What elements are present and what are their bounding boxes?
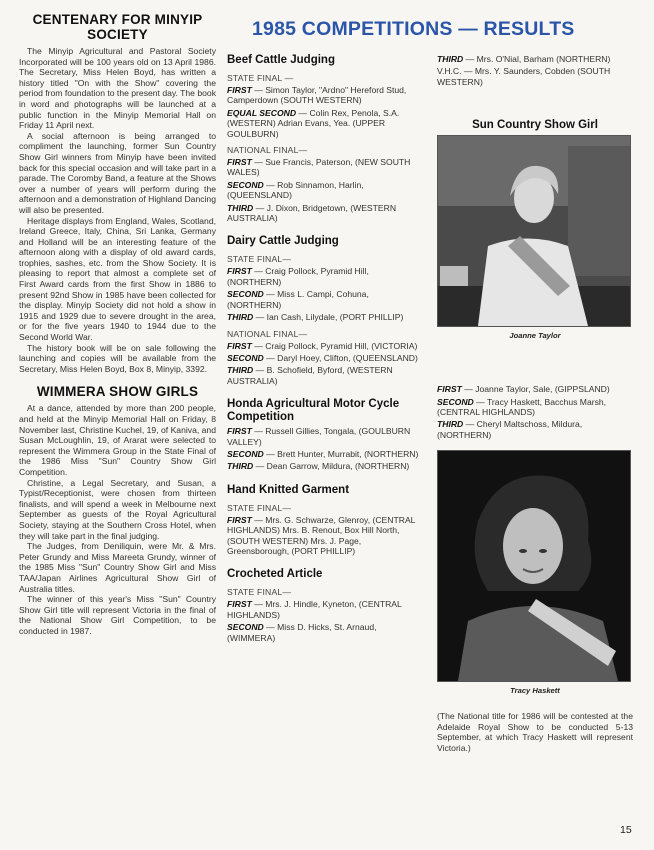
placing-label: SECOND: [227, 352, 264, 363]
result-entry: [227, 157, 422, 178]
photo-tracy-haskett: [437, 450, 631, 682]
section-title: Hand Knitted Garment: [227, 483, 350, 496]
result-text: — B. Schofield, Byford, (WESTERN AUSTRALIA): [227, 365, 393, 386]
result-entry: [227, 622, 422, 643]
result-entry: [227, 461, 422, 471]
photo-caption: Joanne Taylor: [509, 331, 561, 341]
result-entry: [437, 66, 633, 87]
result-entry: [437, 54, 633, 64]
result-entry: [437, 397, 633, 418]
photo-joanne-taylor: [437, 135, 631, 327]
section-knitted-garment: [227, 484, 422, 557]
result-entry: [227, 426, 422, 447]
result-entry: [227, 266, 422, 287]
result-entry: [227, 180, 422, 201]
result-text: — Dean Garrow, Mildura, (NORTHERN): [253, 461, 410, 472]
section-title: Honda Agricultural Motor Cycle Competition: [227, 398, 400, 424]
stage-label: NATIONAL FINAL—: [227, 145, 308, 156]
result-text: — Rob Sinnamon, Harlin, (QUEENSLAND): [227, 179, 364, 201]
section-motor-cycle: [227, 398, 422, 472]
result-text: V.H.C. — Mrs. Y. Saunders, Cobden (SOUTH WESTERN): [437, 66, 611, 87]
result-entry: [227, 515, 422, 557]
placing-label: THIRD: [227, 202, 254, 213]
paragraph: The history book will be on sale following the launching and copies will be available from the Secretary, Miss Helen Boyd, Box 8, Minyip, 3392.: [19, 342, 216, 374]
middle-column: [227, 54, 422, 655]
placing-label: SECOND: [227, 179, 264, 190]
placing-label: FIRST: [437, 384, 462, 395]
result-text: — Ian Cash, Lilydale, (PORT PHILLIP): [253, 312, 404, 323]
result-entry: [227, 203, 422, 224]
result-entry: [227, 341, 422, 351]
photo-caption: Tracy Haskett: [510, 686, 560, 696]
placing-label: SECOND: [227, 622, 264, 633]
result-entry: [227, 353, 422, 363]
paragraph: Heritage displays from England, Wales, Scotland, Ireland Greece, Italy, China, Sri Lanka, Germany and Holland will be an interesting feature of the afternoon along with a display of old award cards, trophies, sashes, etc. from the Show Society. It is pleasing to report that almost a complete set of First Award cards from the first Show in 1886 to present 92nd Show in 1985 have been collected for the display. Minyip Society did not hold a show in 1915 and 1929 due to severe drought in the area, or for the five years 1940 to 1944 due to the Second World War.: [19, 215, 216, 343]
paragraph: At a dance, attended by more than 200 people, and held at the Minyip Memorial Hall on Friday, 8 November last, Christine Kuchel, 19, of Kaniva, and Susan McLoughlin, 19, of Ararat were selected to represent the Wimmera Group in the State Final of the 1986 Miss "Sun" Country Show Girl Competition.: [19, 403, 216, 477]
left-column: [19, 12, 216, 636]
result-entry: [227, 449, 422, 459]
result-text: — Mrs. G. Schwarze, Glenroy, (CENTRAL HIGHLANDS) Mrs. B. Renout, Box Hill North, (SOUTH WESTERN) Mrs. J. Page, Greensborough, (PORT PHILLIP): [227, 514, 416, 556]
result-text: — Cheryl Maltschoss, Mildura, (NORTHERN): [437, 419, 583, 440]
result-entry: [227, 312, 422, 322]
paragraph: The Judges, from Deniliquin, were Mr. & Mrs. Peter Grundy and Miss Mareeta Grundy, winner of the 1985 Miss "Sun" Country Show Girl and Miss TAA/Japan Airlines Agricultural Show Girl of Australia titles.: [19, 541, 216, 594]
stage-label: STATE FINAL—: [227, 587, 292, 598]
placing-label: SECOND: [227, 289, 264, 300]
photo-image: [438, 451, 630, 681]
placing-label: FIRST: [227, 514, 252, 525]
paragraph: A social afternoon is being arranged to compliment the launching, former Sun Country Show Girl winners from Minyip have been invited back for this special occasion and will take part in a parade. The Coromby Band, a feature at the Shows over a number of years will perform during the afternoon and a demonstration of Highland Dancing will also be presented.: [19, 130, 216, 215]
placing-label: THIRD: [437, 419, 464, 430]
paragraph: The Minyip Agricultural and Pastoral Society Incorporated will be 100 years old on 13 April 1986. The Secretary, Miss Helen Boyd, has written a history titled "On with the Show" covering the period from foundation to the present day. The book in word and photographs will be launched at a public function in the Minyip Memorial Hall on Friday 11 April next.: [19, 46, 216, 131]
placing-label: THIRD: [437, 54, 464, 64]
result-entry: [437, 419, 633, 440]
right-column: [437, 54, 633, 754]
result-text: — Simon Taylor, "Ardno" Hereford Stud, Camperdown (SOUTH WESTERN): [227, 85, 407, 106]
stage-label: STATE FINAL—: [227, 254, 292, 265]
section-crocheted-article: [227, 568, 422, 643]
section-title: Dairy Cattle Judging: [227, 235, 339, 248]
result-entry: [227, 85, 422, 106]
result-text: — Craig Pollock, Pyramid Hill, (NORTHERN): [227, 266, 369, 287]
placing-label: SECOND: [227, 448, 264, 459]
result-text: — Mrs. O'Nial, Barham (NORTHERN): [463, 54, 611, 64]
section-title: Crocheted Article: [227, 568, 323, 581]
article-title-centenary: CENTENARY FOR MINYIP SOCIETY: [32, 12, 203, 42]
page-number: 15: [620, 824, 632, 836]
result-entry: [437, 384, 633, 394]
placing-label: FIRST: [227, 340, 252, 351]
section-dairy-cattle: [227, 235, 422, 386]
photo-image: [438, 136, 630, 326]
result-entry: [227, 108, 422, 139]
placing-label: FIRST: [227, 266, 252, 277]
placing-label: SECOND: [437, 396, 474, 407]
result-entry: [227, 599, 422, 620]
result-text: — J. Dixon, Bridgetown, (WESTERN AUSTRALIA): [227, 202, 397, 224]
article-title-wimmera: WIMMERA SHOW GIRLS: [36, 384, 199, 400]
result-text: — Colin Rex, Penola, S.A. (WESTERN) Adrian Evans, Yea. (UPPER GOULBURN): [227, 107, 400, 139]
page-title: 1985 COMPETITIONS — RESULTS: [252, 18, 575, 40]
result-text: — Daryl Hoey, Clifton, (QUEENSLAND): [263, 352, 418, 363]
result-entry: [227, 365, 422, 386]
result-text: — Brett Hunter, Murrabit, (NORTHERN): [263, 448, 419, 459]
national-note: (The National title for 1986 will be contested at the Adelaide Royal Show to be conducted 5-13 September, at which Tracy Haskett will represent Victoria.): [437, 711, 633, 754]
section-beef-cattle: [227, 54, 422, 223]
result-text: — Joanne Taylor, Sale, (GIPPSLAND): [461, 384, 610, 395]
stage-label: STATE FINAL—: [227, 502, 292, 513]
placing-label: FIRST: [227, 85, 252, 95]
placing-label: FIRST: [227, 426, 252, 437]
stage-label: STATE FINAL —: [227, 73, 294, 83]
result-text: — Craig Pollock, Pyramid Hill, (VICTORIA): [251, 340, 418, 351]
placing-label: THIRD: [227, 365, 254, 376]
result-text: — Miss D. Hicks, St. Arnaud, (WIMMERA): [227, 622, 377, 643]
result-text: — Tracy Haskett, Bacchus Marsh, (CENTRAL HIGHLANDS): [437, 396, 607, 418]
result-text: — Sue Francis, Paterson, (NEW SOUTH WALES): [227, 157, 411, 178]
result-entry: [227, 289, 422, 310]
result-text: — Miss L. Campi, Cohuna, (NORTHERN): [227, 289, 369, 310]
result-text: — Russell Gillies, Tongala, (GOULBURN VALLEY): [227, 426, 411, 447]
stage-label: NATIONAL FINAL—: [227, 328, 308, 339]
placing-label: FIRST: [227, 157, 252, 168]
placing-label: FIRST: [227, 599, 252, 610]
placing-label: THIRD: [227, 461, 254, 472]
result-text: — Mrs. J. Hindle, Kyneton, (CENTRAL HIGHLANDS): [227, 599, 402, 620]
paragraph: Christine, a Legal Secretary, and Susan, a Typist/Receptionist, were chosen from thirteen finalists, and will spend a week in Melbourne next September as guests of the Royal Agricultural Society, staying at the Southern Cross Hotel, when they will take part in the final judging.: [19, 477, 216, 541]
placing-label: EQUAL SECOND: [227, 107, 297, 118]
paragraph: The winner of this year's Miss "Sun" Country Show Girl title will represent Victoria in the final of the National Show Girl Competition, to be conducted in 1987.: [19, 594, 216, 636]
section-title: Beef Cattle Judging: [227, 54, 335, 66]
placing-label: THIRD: [227, 312, 254, 323]
showgirl-title: Sun Country Show Girl: [472, 119, 598, 132]
